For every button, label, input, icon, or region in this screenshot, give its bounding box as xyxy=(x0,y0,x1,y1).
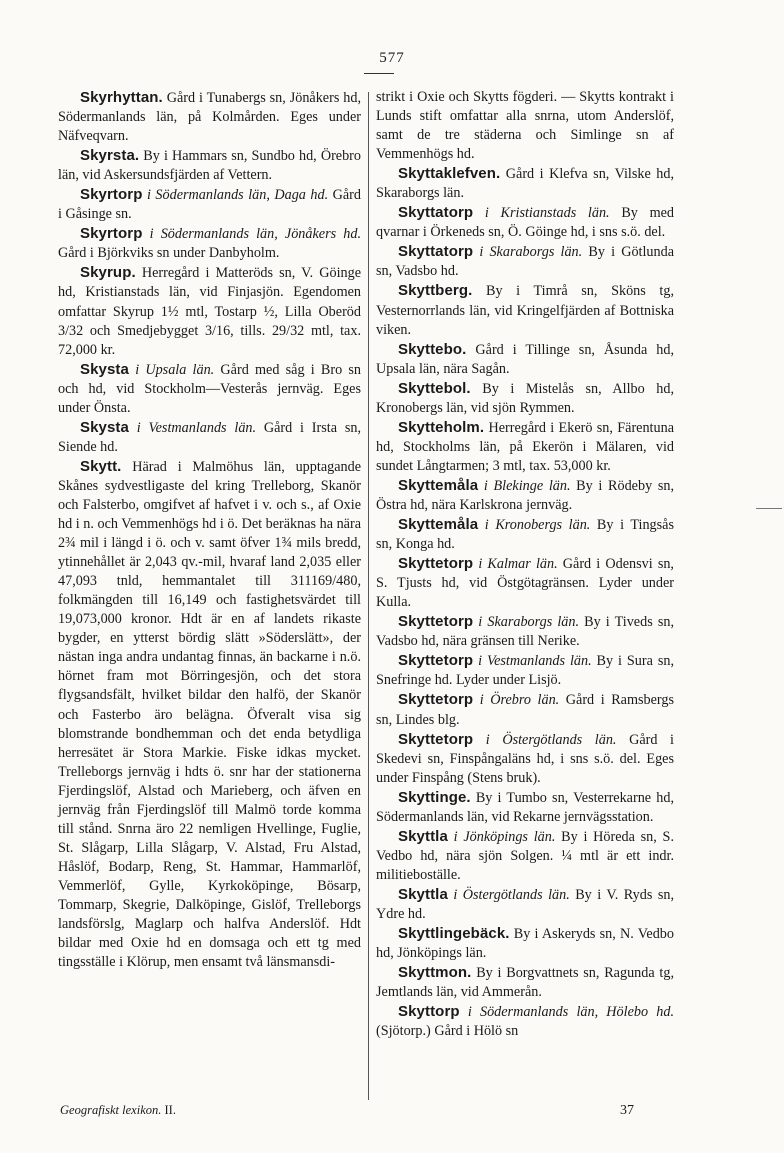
entry-location-ref: i Östergötlands län. xyxy=(473,731,617,748)
entry-text: Gård i Irsta sn, Siende hd. xyxy=(58,419,361,455)
dictionary-entry xyxy=(376,418,674,476)
entry-location-ref: i Södermanlands län, Daga hd. xyxy=(142,187,329,204)
dictionary-entry xyxy=(376,340,674,379)
right-column xyxy=(376,88,674,1041)
entry-location-ref: i Skaraborgs län. xyxy=(473,614,580,631)
dictionary-entry xyxy=(376,164,674,203)
entry-headword: Skyttla xyxy=(398,827,448,845)
entry-text: By i Tiveds sn, Vadsbo hd, nära gränsen till Nerike. xyxy=(376,614,674,650)
entry-text: By i Tingsås sn, Konga hd. xyxy=(376,517,674,553)
footer-signature: 37 xyxy=(620,1103,634,1118)
entry-text: Gård i Ramsbergs sn, Lindes blg. xyxy=(376,692,674,728)
dictionary-entry xyxy=(376,924,674,963)
entry-location-ref: i Kalmar län. xyxy=(473,556,558,573)
left-column xyxy=(58,88,361,972)
entry-text: Gård i Gåsinge sn. xyxy=(58,187,361,223)
entry-text: By i Askeryds sn, N. Vedbo hd, Jönköpings län. xyxy=(376,926,674,962)
entry-text: Gård i Odensvi sn, S. Tjusts hd, vid Östgötagränsen. Lyder under Kulla. xyxy=(376,556,674,611)
entry-headword: Skyttemåla xyxy=(398,516,479,534)
entry-text: By i Sura sn, Snefringe hd. Lyder under Lisjö. xyxy=(376,653,674,689)
dictionary-entry xyxy=(58,457,361,972)
entry-text: Gård i Björkviks sn under Danbyholm. xyxy=(58,245,280,262)
entry-text: strikt i Oxie och Skytts fögderi. — Skytts kontrakt i Lunds stift omfattar alla snrna, utom Anderslöf, samt de tre städerna och Simlinge sn af Vemmenhögs hd. xyxy=(376,89,674,163)
entry-text: By i Tumbo sn, Vesterrekarne hd, Södermanlands län, vid Rekarne jernvägsstation. xyxy=(376,789,674,825)
entry-location-ref: i Södermanlands län, Jönåkers hd. xyxy=(142,226,361,243)
dictionary-entry xyxy=(376,281,674,339)
dictionary-entry xyxy=(376,690,674,729)
dictionary-entry xyxy=(376,203,674,242)
dictionary-entry xyxy=(376,651,674,690)
entry-headword: Skyttberg. xyxy=(398,282,473,300)
entry-headword: Skyttebol. xyxy=(398,379,471,397)
entry-location-ref: i Södermanlands län, Hölebo hd. xyxy=(459,1004,674,1021)
dictionary-entry xyxy=(58,146,361,185)
entry-location-ref: i Örebro län. xyxy=(473,692,560,709)
entry-location-ref: i Jönköpings län. xyxy=(447,828,556,845)
footer-title xyxy=(60,1103,176,1118)
entry-headword: Skyrtorp xyxy=(80,225,143,243)
entry-headword: Skyttetorp xyxy=(398,652,474,670)
entry-location-ref: i Vestmanlands län. xyxy=(473,653,592,670)
dictionary-entry xyxy=(376,379,674,418)
scan-edge-mark xyxy=(756,508,782,509)
dictionary-entry xyxy=(376,1002,674,1041)
entry-headword: Skysta xyxy=(80,418,129,436)
dictionary-entry xyxy=(58,360,361,418)
entry-headword: Skyttaklefven. xyxy=(398,165,501,183)
entry-headword: Skyttlingebäck. xyxy=(398,925,510,943)
entry-headword: Skyttetorp xyxy=(398,730,474,748)
entry-text: By i Borgvattnets sn, Ragunda tg, Jemtlands län, vid Ammerån. xyxy=(376,965,674,1001)
dictionary-entry xyxy=(376,88,674,164)
header-rule xyxy=(364,73,394,74)
entry-location-ref: i Östergötlands län. xyxy=(447,886,570,903)
dictionary-entry xyxy=(376,612,674,651)
entry-headword: Skyrhyttan. xyxy=(80,89,163,106)
entry-text: (Sjötorp.) Gård i Hölö sn xyxy=(376,1023,519,1040)
entry-text: By i V. Ryds sn, Ydre hd. xyxy=(376,886,674,922)
entry-text: Herregård i Ekerö sn, Färentuna hd, Stockholms län, på Ekerön i Mälaren, vid sundet Långtarmen; 3 mtl, tax. 53,000 kr. xyxy=(376,419,674,474)
entry-location-ref: i Upsala län. xyxy=(128,361,215,378)
column-divider xyxy=(368,92,369,1100)
entry-headword: Skyttinge. xyxy=(398,788,471,806)
entry-text: Herregård i Matteröds sn, V. Göinge hd, Kristianstads län, vid Finjasjön. Egendomen omfattar Skyrup 1½ mtl, Tostarp ½, Lilla Oberöd 3/32 och Smedjebygget 3/16, tills. 29/32 mtl, tax. 72,000 kr. xyxy=(58,265,361,358)
entry-location-ref: i Skaraborgs län. xyxy=(473,244,583,261)
dictionary-entry xyxy=(376,515,674,554)
entry-text: By med qvarnar i Örkeneds sn, Ö. Göinge hd, i sns s.ö. del. xyxy=(376,205,674,241)
entry-headword: Skytteholm. xyxy=(398,418,485,436)
dictionary-entry xyxy=(376,730,674,788)
entry-text: By i Mistelås sn, Allbo hd, Kronobergs län, vid sjön Rymmen. xyxy=(376,380,674,416)
entry-text: Gård i Tunabergs sn, Jönåkers hd, Södermanlands län, på Kolmården. Eges under Näfveqvarn. xyxy=(58,90,361,145)
page-number: 577 xyxy=(379,50,405,66)
entry-headword: Skyttemåla xyxy=(398,476,479,494)
entry-headword: Skyttorp xyxy=(398,1003,460,1021)
footer-book-title: Geografiskt lexikon. xyxy=(60,1103,162,1117)
entry-text: By i Hammars sn, Sundbo hd, Örebro län, vid Askersundsfjärden af Vettern. xyxy=(58,148,361,184)
dictionary-entry xyxy=(376,242,674,281)
entry-text: By i Timrå sn, Sköns tg, Vesternorrlands län, vid Kringelfjärden af Bottniska viken. xyxy=(376,283,674,338)
entry-headword: Skyttatorp xyxy=(398,204,474,222)
entry-headword: Skysta xyxy=(80,360,129,378)
entry-text: Gård i Skedevi sn, Finspångaläns hd, i sns s.ö. del. Eges under Finspång (Stens bruk). xyxy=(376,731,674,786)
entry-headword: Skyttla xyxy=(398,885,448,903)
entry-text: Härad i Malmöhus län, upptagande Skånes sydvestligaste del kring Trelleborg, Skanör och Falsterbo, omgifvet af hafvet i v. och s., af Oxie hd i n. och Vemmenhögs hd i ö. Det beräknas ha nära 2¾ mil i längd i ö. och v. samt öfver 1¾ mils bredd, ytinnehållet är 2,043 qv.-mil, hvaraf land 2,035 eller 47,093 tnld, hemmantalet till 311169/480, folkmängden till 16,149 och fastighetsvärdet till 19,073,000 kronor. Hdt är en af landets rikaste bygder, en ytterst bördig slätt »Söderslätt», der nästan inga andra undantag finnas, än backarne i n.ö. hörnet fram mot Börringesjön, och det stora flygsandsfält, hvilket bildar den halfö, der Skanör och Fasterbo äro belägna. Öfveralt visa sig blomstrande bondhemman och det enda betydliga herresätet är Stora Markie. Fiske idkas mycket. Trelleborgs jernväg i hdts ö. snr har der stationerna Fjerdingslöf, Alstad och Marieberg, och äfven en jernväg från Fjerdingslöf till Malmö torde komma till stånd. Snrna äro 22 nemligen Hvellinge, Fuglie, St. Slågarp, Lilla Slågarp, V. Alstad, Fru Alstad, Håslöf, Bodarp, Reng, St. Hammar, Hammarlöf, Vemmerlöf, Gylle, Kyrkoköpinge, Bösarp, Tommarp, Skegrie, Dalköpinge, Gislöf, Trelleborgs landsförslg, Maglarp och halfva Anderslöf. Hdt bildar med Oxie hd en domsaga och ett tg med tingsställe i Klörup, men ensamt två länsmansdi- xyxy=(58,458,361,971)
entry-location-ref: i Kristianstads län. xyxy=(473,205,610,222)
entry-headword: Skyttebo. xyxy=(398,340,467,358)
dictionary-entry xyxy=(376,885,674,924)
entry-headword: Skyttetorp xyxy=(398,691,474,709)
dictionary-entry xyxy=(376,963,674,1002)
entry-text: By i Götlunda sn, Vadsbo hd. xyxy=(376,244,674,280)
entry-headword: Skyttmon. xyxy=(398,964,472,982)
entry-text: Gård i Tillinge sn, Åsunda hd, Upsala län, nära Sagån. xyxy=(376,341,674,377)
dictionary-entry xyxy=(58,263,361,359)
entry-location-ref: i Kronobergs län. xyxy=(478,517,591,534)
entry-headword: Skyttetorp xyxy=(398,613,474,631)
entry-text: Gård med såg i Bro sn och hd, vid Stockholm—Vesterås jernväg. Eges under Önsta. xyxy=(58,361,361,416)
entry-location-ref: i Vestmanlands län. xyxy=(128,419,257,436)
dictionary-entry xyxy=(376,476,674,515)
entry-headword: Skyrtorp xyxy=(80,186,143,204)
dictionary-entry xyxy=(58,418,361,457)
dictionary-entry xyxy=(376,788,674,827)
entry-headword: Skyrup. xyxy=(80,264,136,282)
dictionary-entry xyxy=(58,185,361,224)
dictionary-entry xyxy=(376,827,674,885)
entry-headword: Skytt. xyxy=(80,457,122,475)
dictionary-entry xyxy=(58,88,361,146)
entry-text: By i Rödeby sn, Östra hd, nära Karlskrona jernväg. xyxy=(376,477,675,513)
entry-text: By i Höreda sn, S. Vedbo hd, nära sjön Solgen. ¼ mtl är ett indr. militieboställe. xyxy=(376,828,674,883)
dictionary-entry xyxy=(58,224,361,263)
entry-text: Gård i Klefva sn, Vilske hd, Skaraborgs län. xyxy=(376,166,674,202)
dictionary-entry xyxy=(376,554,674,612)
entry-headword: Skyttetorp xyxy=(398,555,474,573)
entry-headword: Skyttatorp xyxy=(398,243,474,261)
footer-volume: II. xyxy=(164,1103,176,1117)
entry-headword: Skyrsta. xyxy=(80,147,140,165)
entry-location-ref: i Blekinge län. xyxy=(478,477,571,494)
